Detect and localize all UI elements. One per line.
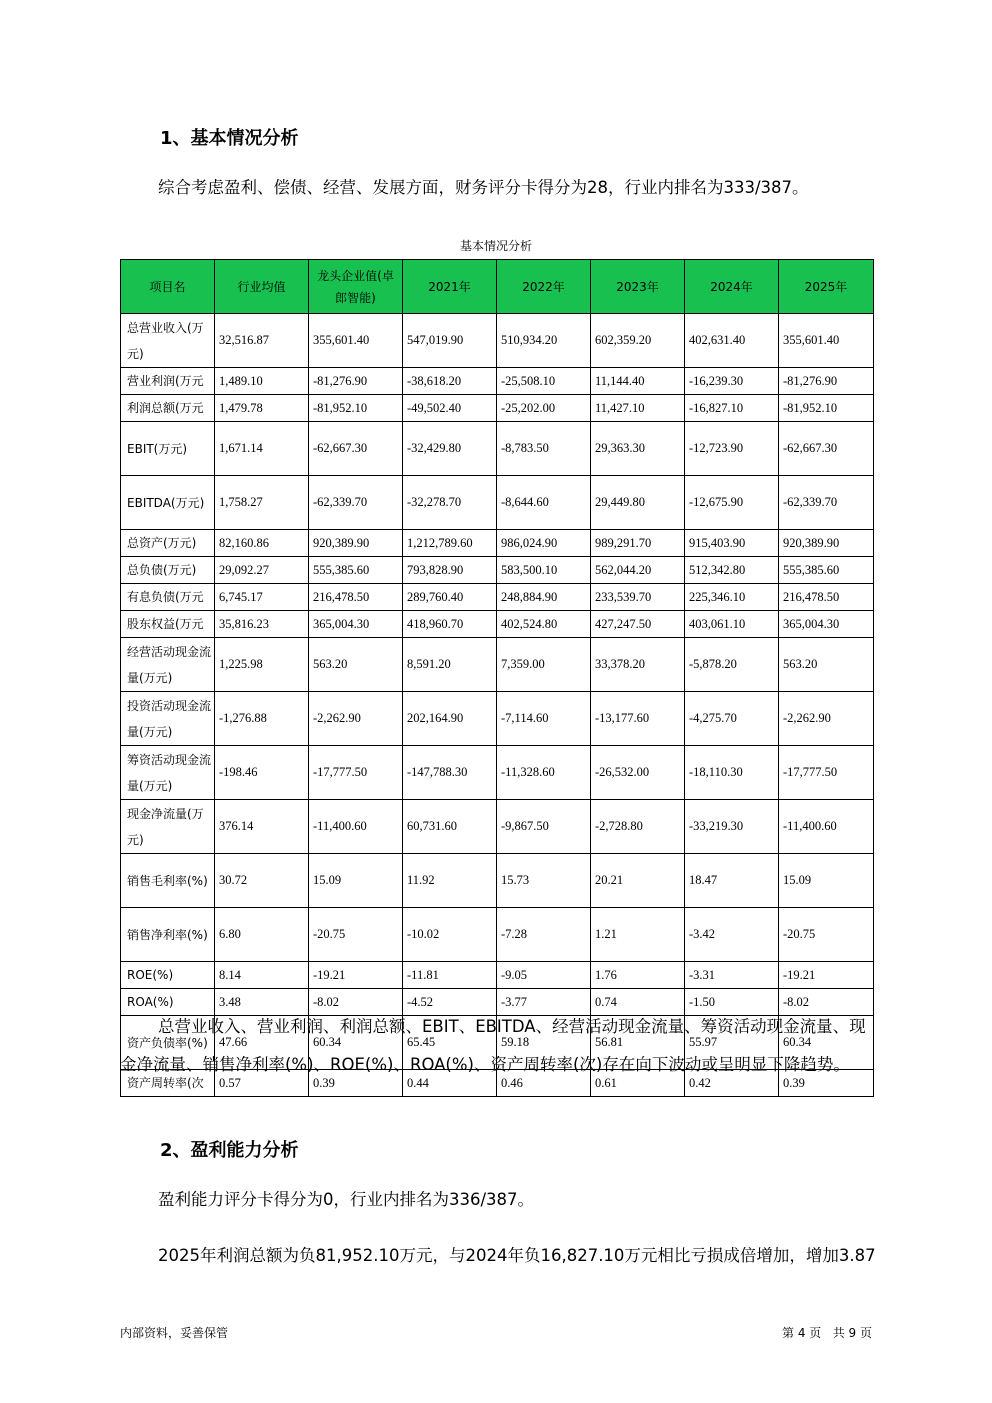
table-cell: 1,225.98 xyxy=(215,638,309,692)
row-label: 营业利润(万元 xyxy=(121,368,215,395)
trend-summary: 总营业收入、营业利润、利润总额、EBIT、EBITDA、经营活动现金流量、筹资活动现金流量、现金净流量、销售净利率(%)、ROE(%)、ROA(%)、资产周转率(次)存在向下波动或呈明显下降趋势。 xyxy=(120,1017,866,1074)
table-cell: -5,878.20 xyxy=(685,638,779,692)
table-cell: -11,400.60 xyxy=(309,800,403,854)
row-label: 利润总额(万元 xyxy=(121,395,215,422)
table-cell: 0.39 xyxy=(779,1070,874,1097)
table-cell: -2,262.90 xyxy=(309,692,403,746)
footer-confidential: 内部资料，妥善保管 xyxy=(120,1326,229,1340)
table-cell: 7,359.00 xyxy=(497,638,591,692)
table-cell: 510,934.20 xyxy=(497,314,591,368)
table-cell: 793,828.90 xyxy=(403,557,497,584)
header-item-name: 项目名 xyxy=(121,260,215,314)
table-cell: -81,952.10 xyxy=(779,395,874,422)
table-cell: -198.46 xyxy=(215,746,309,800)
table-cell: 29,092.27 xyxy=(215,557,309,584)
table-cell: 29,449.80 xyxy=(591,476,685,530)
table-cell: -62,339.70 xyxy=(309,476,403,530)
table-cell: 47.66 xyxy=(215,1016,309,1070)
table-cell: -38,618.20 xyxy=(403,368,497,395)
table-cell: -19.21 xyxy=(779,962,874,989)
table-cell: 233,539.70 xyxy=(591,584,685,611)
table-cell: 547,019.90 xyxy=(403,314,497,368)
row-label: ROA(%) xyxy=(121,989,215,1016)
table-cell: -3.42 xyxy=(685,908,779,962)
table-cell: 3.48 xyxy=(215,989,309,1016)
table-cell: -8.02 xyxy=(779,989,874,1016)
table-cell: -20.75 xyxy=(779,908,874,962)
table-cell: -9.05 xyxy=(497,962,591,989)
table-row xyxy=(121,908,874,962)
table-row xyxy=(121,584,874,611)
table-cell: -12,675.90 xyxy=(685,476,779,530)
row-label: 总资产(万元) xyxy=(121,530,215,557)
table-cell: 427,247.50 xyxy=(591,611,685,638)
table-cell: 11.92 xyxy=(403,854,497,908)
row-label: ROE(%) xyxy=(121,962,215,989)
table-cell: 29,363.30 xyxy=(591,422,685,476)
table-cell: -147,788.30 xyxy=(403,746,497,800)
table-cell: 0.57 xyxy=(215,1070,309,1097)
table-cell: -7.28 xyxy=(497,908,591,962)
table-cell: 216,478.50 xyxy=(779,584,874,611)
row-label: 销售净利率(%) xyxy=(121,908,215,962)
table-body xyxy=(121,314,874,1097)
table-cell: 915,403.90 xyxy=(685,530,779,557)
table-cell: 365,004.30 xyxy=(779,611,874,638)
table-cell: -26,532.00 xyxy=(591,746,685,800)
table-cell: 82,160.86 xyxy=(215,530,309,557)
table-cell: 563.20 xyxy=(309,638,403,692)
header-cell: 2023年 xyxy=(591,260,685,314)
table-cell: -2,728.80 xyxy=(591,800,685,854)
table-cell: -11,328.60 xyxy=(497,746,591,800)
table-cell: 8,591.20 xyxy=(403,638,497,692)
table-cell: 11,144.40 xyxy=(591,368,685,395)
table-row xyxy=(121,368,874,395)
table-cell: -11.81 xyxy=(403,962,497,989)
table-cell: -20.75 xyxy=(309,908,403,962)
row-label: 总营业收入(万元) xyxy=(121,314,215,368)
table-cell: 225,346.10 xyxy=(685,584,779,611)
table-cell: 989,291.70 xyxy=(591,530,685,557)
table-cell: 0.42 xyxy=(685,1070,779,1097)
row-label: 资产负债率(%) xyxy=(121,1016,215,1070)
table-cell: -62,339.70 xyxy=(779,476,874,530)
row-label: EBITDA(万元) xyxy=(121,476,215,530)
table-cell: 1.76 xyxy=(591,962,685,989)
table-cell: 555,385.60 xyxy=(309,557,403,584)
table-cell: 20.21 xyxy=(591,854,685,908)
table-cell: -4,275.70 xyxy=(685,692,779,746)
basic-analysis-table xyxy=(120,259,874,1097)
table-cell: -81,952.10 xyxy=(309,395,403,422)
section-heading-basic: 1、基本情况分析 xyxy=(160,128,299,149)
row-label: 股东权益(万元 xyxy=(121,611,215,638)
table-row xyxy=(121,638,874,692)
table-cell: 289,760.40 xyxy=(403,584,497,611)
table-cell: 0.74 xyxy=(591,989,685,1016)
table-cell: -62,667.30 xyxy=(309,422,403,476)
table-cell: 15.09 xyxy=(779,854,874,908)
table-cell: 1,671.14 xyxy=(215,422,309,476)
row-label: 经营活动现金流量(万元) xyxy=(121,638,215,692)
table-cell: 15.73 xyxy=(497,854,591,908)
table-cell: 1,212,789.60 xyxy=(403,530,497,557)
table-cell: 35,816.23 xyxy=(215,611,309,638)
table-cell: 355,601.40 xyxy=(779,314,874,368)
table-row xyxy=(121,962,874,989)
table-cell: 0.61 xyxy=(591,1070,685,1097)
row-label: 筹资活动现金流量(万元) xyxy=(121,746,215,800)
table-cell: -16,239.30 xyxy=(685,368,779,395)
table-cell: 602,359.20 xyxy=(591,314,685,368)
table-cell: 11,427.10 xyxy=(591,395,685,422)
table-cell: 1,758.27 xyxy=(215,476,309,530)
table-cell: -18,110.30 xyxy=(685,746,779,800)
table-cell: -81,276.90 xyxy=(779,368,874,395)
table-caption: 基本情况分析 xyxy=(459,239,532,253)
table-cell: 920,389.90 xyxy=(779,530,874,557)
table-cell: -13,177.60 xyxy=(591,692,685,746)
table-cell: 402,631.40 xyxy=(685,314,779,368)
table-cell: -8.02 xyxy=(309,989,403,1016)
table-cell: -11,400.60 xyxy=(779,800,874,854)
table-cell: 403,061.10 xyxy=(685,611,779,638)
header-cell: 2024年 xyxy=(685,260,779,314)
table-cell: 202,164.90 xyxy=(403,692,497,746)
table-row xyxy=(121,800,874,854)
table-row xyxy=(121,692,874,746)
row-label: 总负债(万元) xyxy=(121,557,215,584)
header-cell: 行业均值 xyxy=(215,260,309,314)
table-cell: -8,783.50 xyxy=(497,422,591,476)
table-cell: 15.09 xyxy=(309,854,403,908)
table-cell: -32,278.70 xyxy=(403,476,497,530)
table-cell: 365,004.30 xyxy=(309,611,403,638)
table-cell: 32,516.87 xyxy=(215,314,309,368)
table-cell: 1,479.78 xyxy=(215,395,309,422)
row-label: 投资活动现金流量(万元) xyxy=(121,692,215,746)
table-cell: 355,601.40 xyxy=(309,314,403,368)
table-cell: 65.45 xyxy=(403,1016,497,1070)
table-row xyxy=(121,746,874,800)
table-cell: 6,745.17 xyxy=(215,584,309,611)
table-cell: 1.21 xyxy=(591,908,685,962)
profit-detail: 2025年利润总额为负81,952.10万元，与2024年负16,827.10万元相比亏损成倍增加，增加3.87 xyxy=(158,1246,876,1265)
table-row xyxy=(121,854,874,908)
table-cell: 216,478.50 xyxy=(309,584,403,611)
row-label: 资产周转率(次 xyxy=(121,1070,215,1097)
table-cell: -32,429.80 xyxy=(403,422,497,476)
table-cell: -4.52 xyxy=(403,989,497,1016)
table-cell: -49,502.40 xyxy=(403,395,497,422)
row-label: 现金净流量(万元) xyxy=(121,800,215,854)
table-row xyxy=(121,557,874,584)
table-row xyxy=(121,476,874,530)
table-cell: 555,385.60 xyxy=(779,557,874,584)
table-cell: 402,524.80 xyxy=(497,611,591,638)
table-cell: -3.77 xyxy=(497,989,591,1016)
table-row xyxy=(121,611,874,638)
table-cell: -16,827.10 xyxy=(685,395,779,422)
section-heading-profitability: 2、盈利能力分析 xyxy=(160,1140,299,1161)
table-cell: -33,219.30 xyxy=(685,800,779,854)
table-cell: -8,644.60 xyxy=(497,476,591,530)
table-cell: -3.31 xyxy=(685,962,779,989)
table-cell: 376.14 xyxy=(215,800,309,854)
table-cell: 920,389.90 xyxy=(309,530,403,557)
row-label: EBIT(万元) xyxy=(121,422,215,476)
table-cell: 418,960.70 xyxy=(403,611,497,638)
table-cell: -10.02 xyxy=(403,908,497,962)
table-cell: 33,378.20 xyxy=(591,638,685,692)
table-cell: -62,667.30 xyxy=(779,422,874,476)
profitability-score: 盈利能力评分卡得分为0，行业内排名为336/387。 xyxy=(158,1190,535,1209)
table-cell: -2,262.90 xyxy=(779,692,874,746)
table-row xyxy=(121,395,874,422)
table-cell: -19.21 xyxy=(309,962,403,989)
table-cell: 18.47 xyxy=(685,854,779,908)
table-cell: 60.34 xyxy=(779,1016,874,1070)
row-label: 销售毛利率(%) xyxy=(121,854,215,908)
table-cell: 59.18 xyxy=(497,1016,591,1070)
table-cell: 563.20 xyxy=(779,638,874,692)
table-cell: 0.39 xyxy=(309,1070,403,1097)
table-cell: -17,777.50 xyxy=(779,746,874,800)
header-cell: 2021年 xyxy=(403,260,497,314)
row-label: 有息负债(万元 xyxy=(121,584,215,611)
table-cell: -81,276.90 xyxy=(309,368,403,395)
table-header-row xyxy=(121,260,874,314)
table-row xyxy=(121,530,874,557)
header-cell: 2022年 xyxy=(497,260,591,314)
table-cell: -25,202.00 xyxy=(497,395,591,422)
table-row xyxy=(121,422,874,476)
header-cell: 龙头企业值(卓郎智能) xyxy=(309,260,403,314)
header-cell: 2025年 xyxy=(779,260,874,314)
table-cell: -1.50 xyxy=(685,989,779,1016)
table-cell: 0.44 xyxy=(403,1070,497,1097)
table-cell: 512,342.80 xyxy=(685,557,779,584)
table-cell: -9,867.50 xyxy=(497,800,591,854)
table-cell: 0.46 xyxy=(497,1070,591,1097)
table-cell: -25,508.10 xyxy=(497,368,591,395)
table-cell: 6.80 xyxy=(215,908,309,962)
table-cell: 56.81 xyxy=(591,1016,685,1070)
table-cell: -7,114.60 xyxy=(497,692,591,746)
table-cell: 60,731.60 xyxy=(403,800,497,854)
table-cell: 562,044.20 xyxy=(591,557,685,584)
table-cell: 55.97 xyxy=(685,1016,779,1070)
table-cell: 8.14 xyxy=(215,962,309,989)
table-cell: 583,500.10 xyxy=(497,557,591,584)
section-intro: 综合考虑盈利、偿债、经营、发展方面，财务评分卡得分为28，行业内排名为333/387。 xyxy=(158,178,809,197)
table-cell: 60.34 xyxy=(309,1016,403,1070)
table-cell: -17,777.50 xyxy=(309,746,403,800)
table-cell: 1,489.10 xyxy=(215,368,309,395)
table-cell: -12,723.90 xyxy=(685,422,779,476)
table-cell: -1,276.88 xyxy=(215,692,309,746)
table-cell: 248,884.90 xyxy=(497,584,591,611)
table-row xyxy=(121,314,874,368)
table-cell: 986,024.90 xyxy=(497,530,591,557)
table-cell: 30.72 xyxy=(215,854,309,908)
footer-page-number: 第 4 页 共 9 页 xyxy=(782,1326,872,1340)
